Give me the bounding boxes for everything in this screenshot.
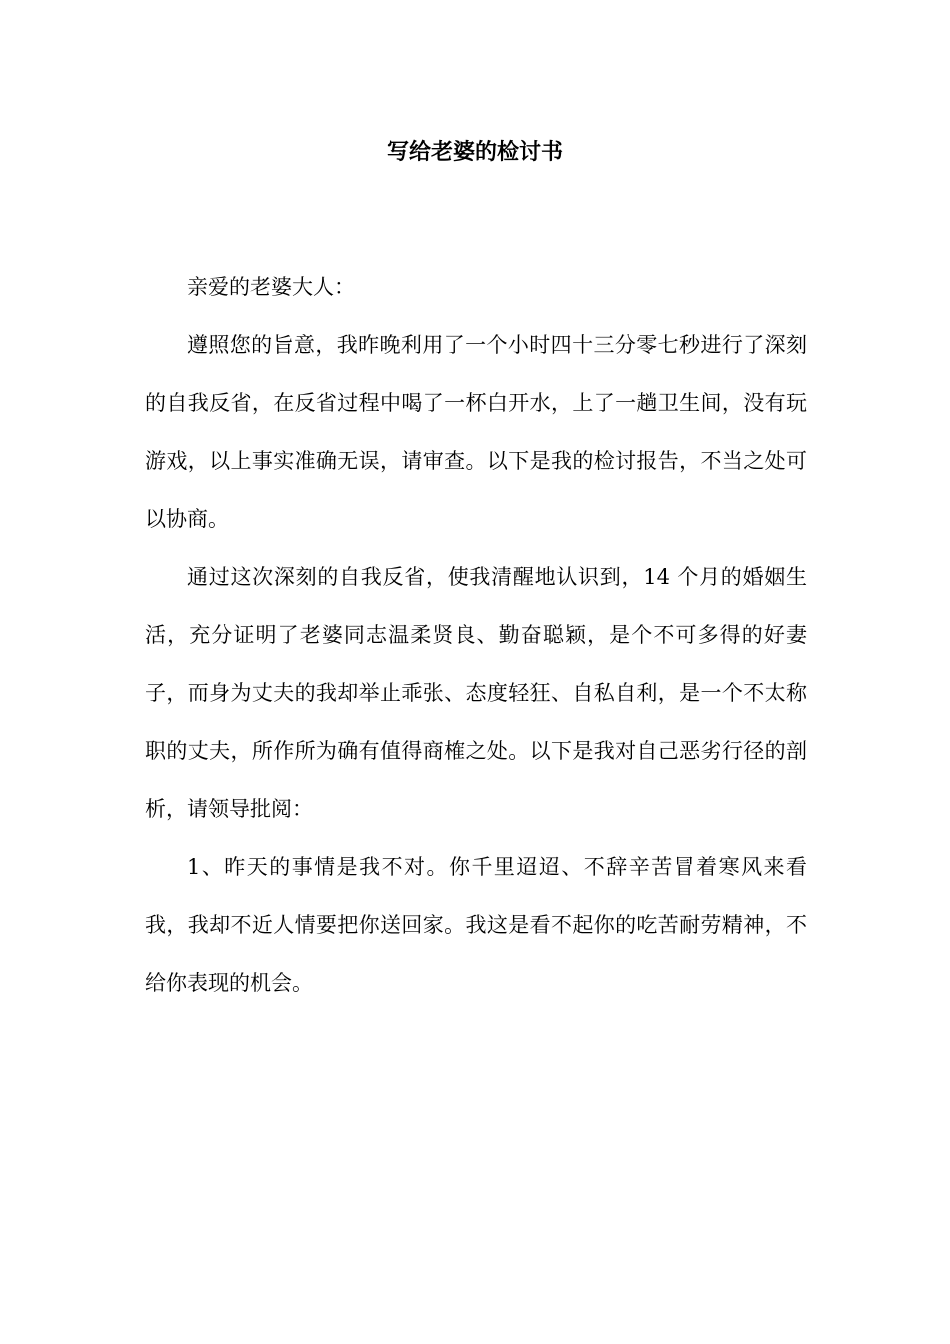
paragraph-2: 通过这次深刻的自我反省，使我清醒地认识到，14 个月的婚姻生活，充分证明了老婆同志温柔贤良、勤奋聪颖，是个不可多得的好妻子，而身为丈夫的我却举止乖张、态度轻狂、自私自利，是一个不太称职的丈夫，所作所为确有值得商榷之处。以下是我对自己恶劣行径的剖析，请领导批阅： xyxy=(145,565,807,821)
salutation: 亲爱的老婆大人： xyxy=(187,275,355,299)
paragraph-3: 1、昨天的事情是我不对。你千里迢迢、不辞辛苦冒着寒风来看我，我却不近人情要把你送回家。我这是看不起你的吃苦耐劳精神，不给你表现的机会。 xyxy=(145,855,807,995)
document-title: 写给老婆的检讨书 xyxy=(386,139,563,165)
paragraph-1: 遵照您的旨意，我昨晚利用了一个小时四十三分零七秒进行了深刻的自我反省，在反省过程中喝了一杯白开水，上了一趟卫生间，没有玩游戏，以上事实准确无误，请审查。以下是我的检讨报告，不当之处可以协商。 xyxy=(145,333,807,531)
document-body xyxy=(145,258,807,1012)
